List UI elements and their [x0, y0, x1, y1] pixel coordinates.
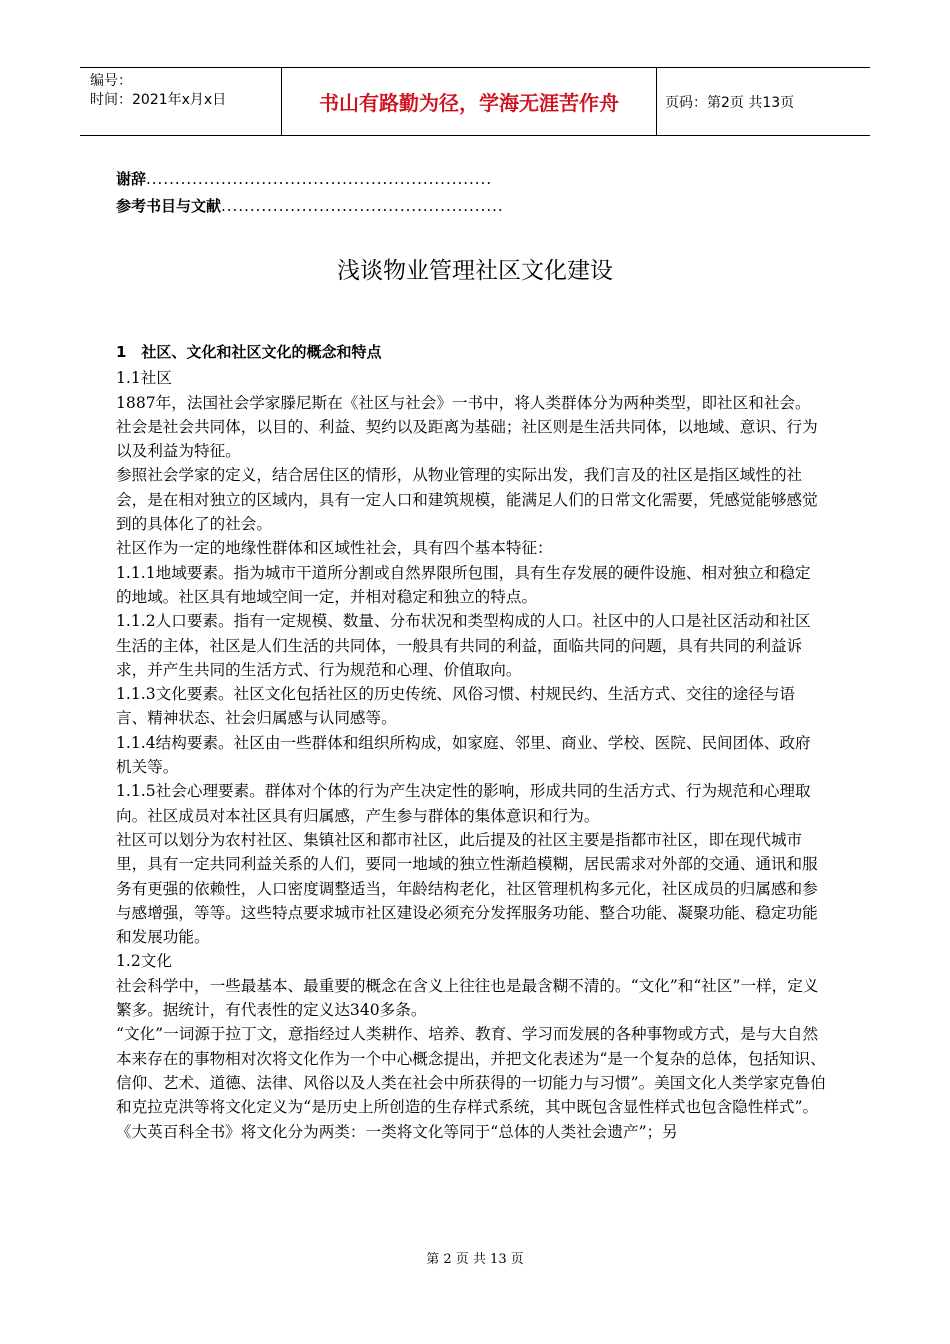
- header-page-info: 页码：第2页 共13页: [665, 94, 795, 111]
- document-time-label: 时间：2021年x月x日: [90, 92, 227, 108]
- paragraph: 1.1.4结构要素。社区由一些群体和组织所构成，如家庭、邻里、商业、学校、医院、民间团体、政府机关等。: [116, 733, 811, 777]
- header-meta: [80, 68, 281, 135]
- document-number-label: 编号：: [90, 73, 132, 89]
- subsection-heading: 1.1社区: [116, 369, 172, 388]
- document-body: [116, 340, 826, 1144]
- header-motto: 书山有路勤为径，学海无涯苦作舟: [319, 91, 619, 115]
- toc-label: 谢辞: [116, 170, 147, 188]
- page-header: [80, 67, 870, 136]
- paragraph: 1887年，法国社会学家滕尼斯在《社区与社会》一书中，将人类群体分为两种类型，即社区和社会。社会是社会共同体，以目的、利益、契约以及距离为基础；社区则是生活共同体，以地域、意识、行为以及利益为特征。: [116, 393, 818, 461]
- header-motto-cell: [281, 68, 657, 135]
- document-title: 浅谈物业管理社区文化建设: [337, 258, 613, 284]
- toc-item-acknowledgements[interactable]: [116, 168, 492, 189]
- paragraph: 社区作为一定的地缘性群体和区域性社会，具有四个基本特征：: [116, 539, 553, 558]
- paragraph: 参照社会学家的定义，结合居住区的情形，从物业管理的实际出发，我们言及的社区是指区域性的社会，是在相对独立的区域内，具有一定人口和建筑规模，能满足人们的日常文化需要，凭感觉能够感觉到的具体化了的社会。: [116, 466, 818, 534]
- paragraph: 社区可以划分为农村社区、集镇社区和都市社区，此后提及的社区主要是指都市社区，即在现代城市里，具有一定共同利益关系的人们，要同一地域的独立性渐趋模糊，居民需求对外部的交通、通讯和服务有更强的依赖性，人口密度调整适当，年龄结构老化，社区管理机构多元化，社区成员的归属感和参与感增强，等等。这些特点要求城市社区建设必须充分发挥服务功能、整合功能、凝聚功能、稳定功能和发展功能。: [116, 830, 818, 947]
- page-footer: 第 2 页 共 13 页: [426, 1252, 524, 1267]
- paragraph: 《大英百科全书》将文化分为两类：一类将文化等同于“总体的人类社会遗产”；另: [116, 1122, 678, 1141]
- paragraph: 1.1.2人口要素。指有一定规模、数量、分布状况和类型构成的人口。社区中的人口是社区活动和社区生活的主体，社区是人们生活的共同体，一般具有共同的利益，面临共同的问题，具有共同的利益诉求，并产生共同的生活方式、行为规范和心理、价值取向。: [116, 612, 811, 679]
- paragraph: 1.1.3文化要素。社区文化包括社区的历史传统、风俗习惯、村规民约、生活方式、交往的途径与语言、精神状态、社会归属感与认同感等。: [116, 685, 796, 728]
- section-heading: 1 社区、文化和社区文化的概念和特点: [116, 343, 382, 361]
- toc-item-references[interactable]: [116, 195, 504, 216]
- paragraph: “文化”一词源于拉丁文，意指经过人类耕作、培养、教育、学习而发展的各种事物或方式，是与大自然本来存在的事物相对次将文化作为一个中心概念提出，并把文化表述为“是一个复杂的总体，包括知识、信仰、艺术、道德、法律、风俗以及人类在社会中所获得的一切能力与习惯”。美国文化人类学家克鲁伯和克拉克洪等将文化定义为“是历史上所创造的生存样式系统，其中既包含显性样式也包含隐性样式”。: [116, 1025, 826, 1117]
- toc-leader-dots: .................................................: [221, 197, 504, 215]
- paragraph: 1.1.5社会心理要素。群体对个体的行为产生决定性的影响，形成共同的生活方式、行为规范和心理取向。社区成员对本社区具有归属感，产生参与群体的集体意识和行为。: [116, 782, 811, 825]
- subsection-heading: 1.2文化: [116, 952, 172, 971]
- paragraph: 1.1.1地域要素。指为城市干道所分割或自然界限所包围，具有生存发展的硬件设施、相对独立和稳定的地域。社区具有地域空间一定，并相对稳定和独立的特点。: [116, 563, 811, 606]
- paragraph: 社会科学中，一些最基本、最重要的概念在含义上往往也是最含糊不清的。“文化”和“社区”一样，定义繁多。据统计，有代表性的定义达340多条。: [116, 976, 819, 1020]
- toc-label: 参考书目与文献: [116, 197, 222, 215]
- toc-leader-dots: ............................................................: [146, 170, 493, 188]
